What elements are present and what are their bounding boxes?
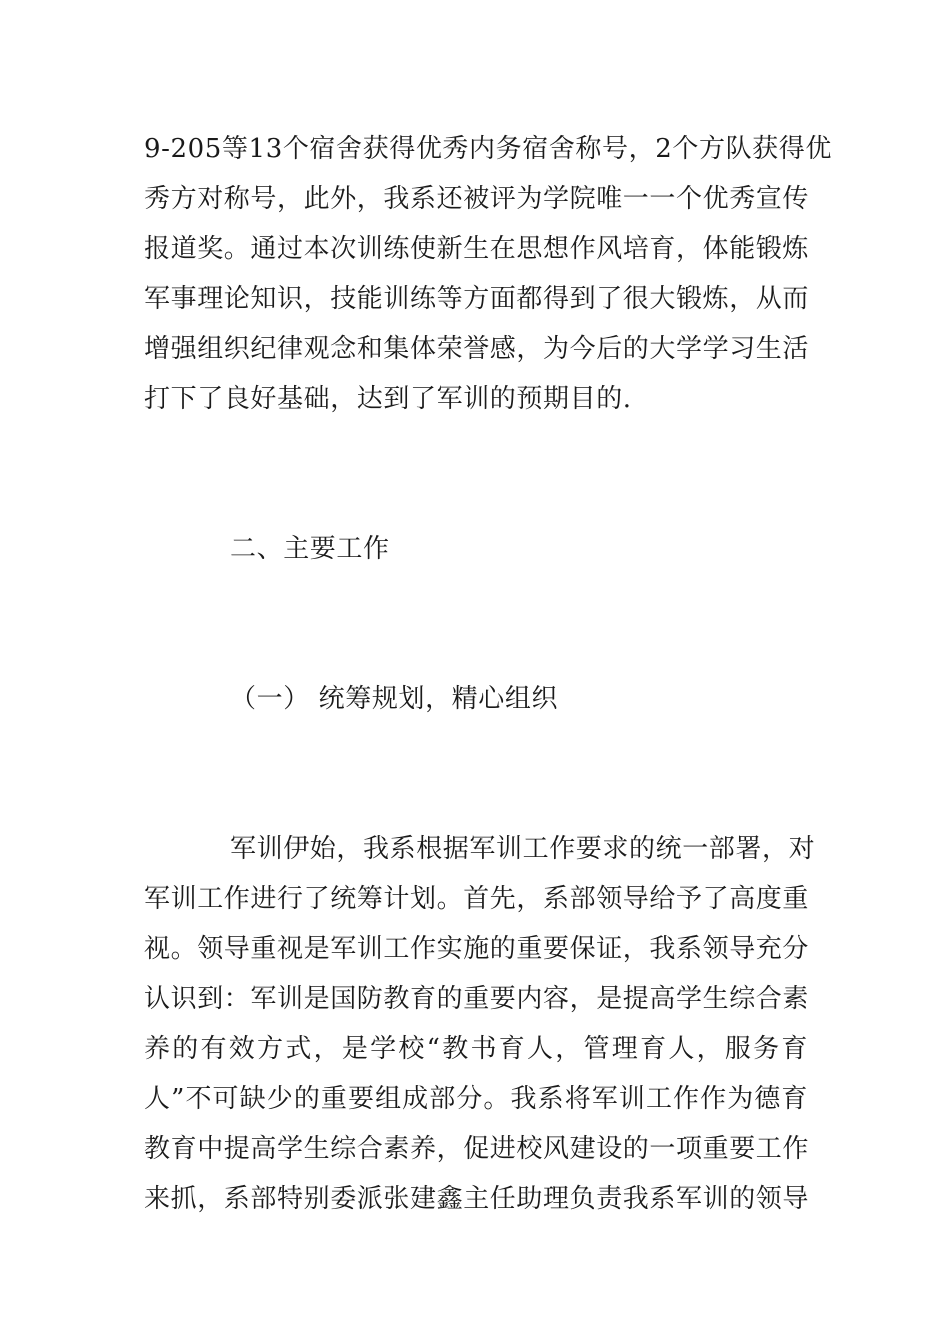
paragraph-1-line-2: 秀方对称号，此外，我系还被评为学院唯一一个优秀宣传 (144, 184, 810, 214)
paragraph-2-line-7: 教育中提高学生综合素养，促进校风建设的一项重要工作 (144, 1134, 810, 1164)
paragraph-2-line-8: 来抓，系部特别委派张建鑫主任助理负责我系军训的领导 (144, 1184, 810, 1214)
paragraph-2-line-6: 人”不可缺少的重要组成部分。我系将军训工作作为德育 (144, 1084, 808, 1114)
paragraph-1-line-6: 打下了良好基础，达到了军训的预期目的. (144, 384, 632, 414)
section-heading: 二、主要工作 (230, 534, 390, 564)
paragraph-1-line-3: 报道奖。通过本次训练使新生在思想作风培育，体能锻炼 (144, 234, 810, 264)
paragraph-2-line-4: 认识到：军训是国防教育的重要内容，是提高学生综合素 (144, 984, 810, 1014)
paragraph-1-line-4: 军事理论知识，技能训练等方面都得到了很大锻炼，从而 (144, 284, 810, 314)
paragraph-2-line-5: 养的有效方式，是学校“教书育人，管理育人，服务育 (144, 1034, 808, 1064)
paragraph-1-line-1: 9-205等13个宿舍获得优秀内务宿舍称号，2个方队获得优 (144, 134, 832, 164)
subsection-heading: （一） 统筹规划，精心组织 (230, 684, 559, 714)
paragraph-1-line-5: 增强组织纪律观念和集体荣誉感，为今后的大学学习生活 (144, 334, 810, 364)
paragraph-2-line-1: 军训伊始，我系根据军训工作要求的统一部署，对 (230, 834, 816, 864)
paragraph-2-line-2: 军训工作进行了统筹计划。首先，系部领导给予了高度重 (144, 884, 810, 914)
paragraph-2-line-3: 视。领导重视是军训工作实施的重要保证，我系领导充分 (144, 934, 810, 964)
